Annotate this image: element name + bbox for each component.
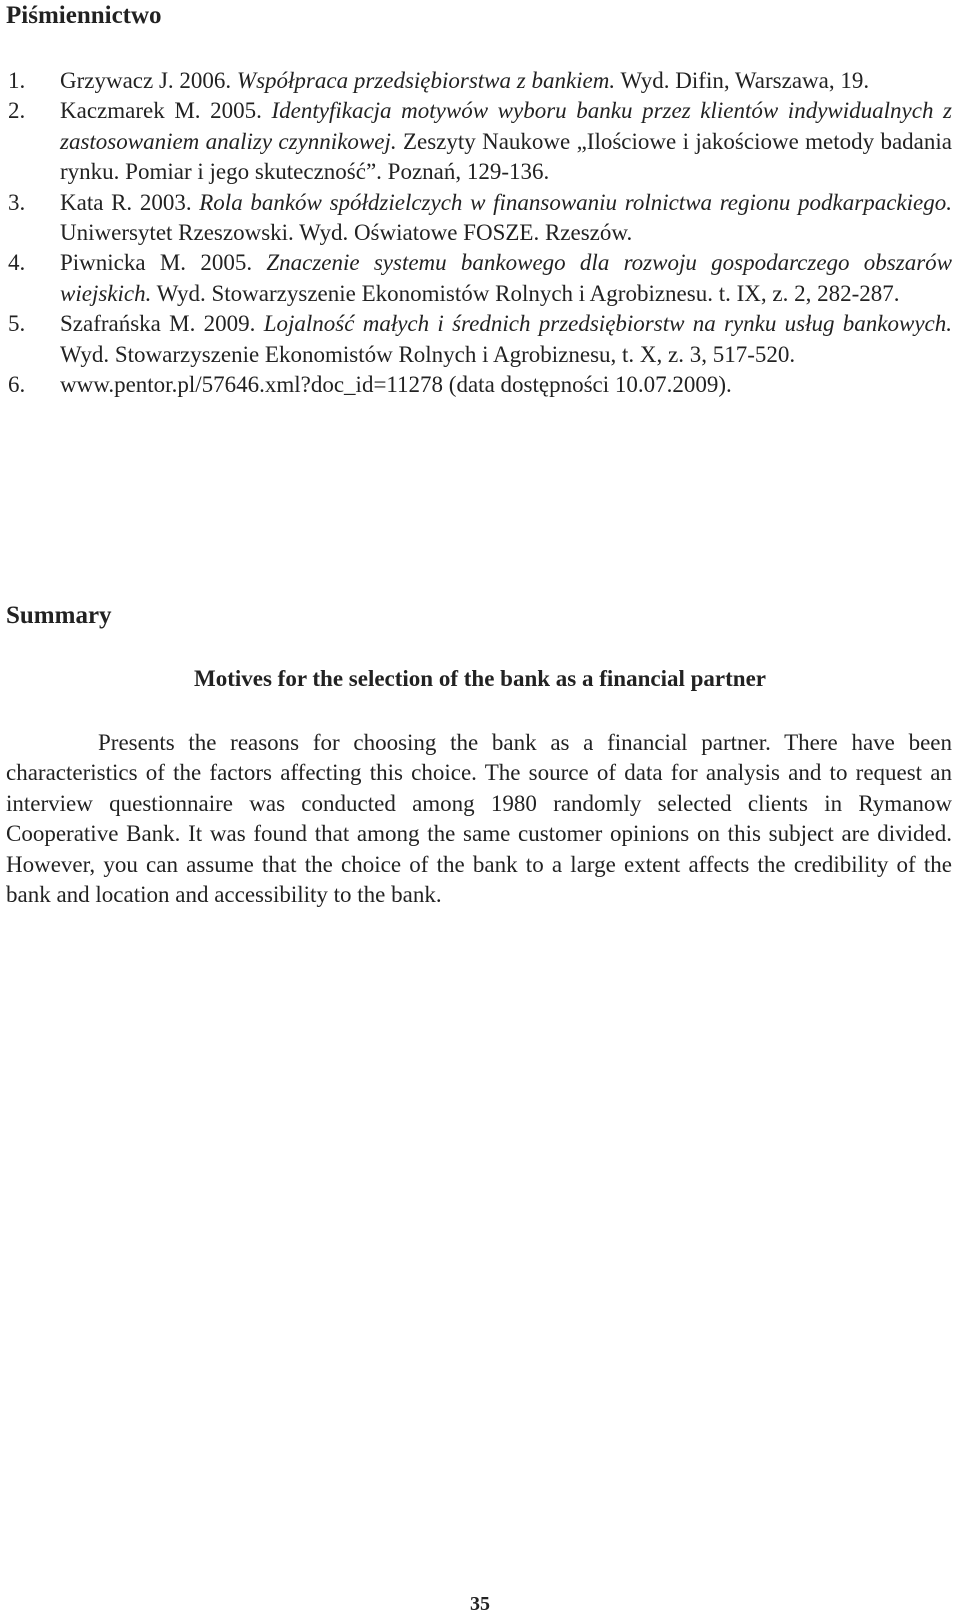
reference-title: Rola banków spółdzielczych w finansowaniu rolnictwa regionu podkarpackiego. (199, 189, 952, 215)
reference-authors: Kaczmarek M. 2005. (60, 98, 272, 124)
reference-number: 1. (8, 68, 26, 93)
reference-title: Znaczenie systemu bankowego dla rozwoju gospodarczego obszarów wiejskich. (60, 250, 952, 306)
reference-link[interactable]: www.pentor.pl/57646.xml?doc_id=11278 (data dostępności 10.07.2009). (60, 372, 732, 398)
reference-authors: Grzywacz J. 2006. (60, 68, 237, 93)
reference-number: 4. (8, 250, 26, 276)
reference-number: 5. (8, 311, 26, 337)
reference-title: Współpraca przedsiębiorstwa z bankiem. (236, 68, 616, 93)
reference-details: Wyd. Stowarzyszenie Ekonomistów Rolnych i Agrobiznesu, t. X, z. 3, 517-520. (60, 341, 796, 367)
reference-number: 2. (8, 98, 26, 124)
reference-item (8, 370, 952, 400)
reference-authors: Kata R. 2003. (60, 189, 200, 215)
reference-details: Wyd. Stowarzyszenie Ekonomistów Rolnych i Agrobiznesu. t. IX, z. 2, 282-287. (151, 280, 900, 306)
summary-title: Motives for the selection of the bank as a financial partner (194, 666, 766, 691)
reference-number: 3. (8, 189, 26, 215)
references-list (8, 66, 952, 400)
reference-item (8, 188, 952, 249)
reference-item (8, 96, 952, 187)
references-heading: Piśmiennictwo (6, 2, 162, 29)
reference-item (8, 248, 952, 309)
reference-title: Identyfikacja motywów wyboru banku przez klientów indywidualnych z zastosowaniem analizy czynnikowej. (60, 98, 953, 154)
reference-item (8, 309, 952, 370)
reference-details: Wyd. Difin, Warszawa, 19. (615, 68, 870, 93)
reference-authors: Szafrańska M. 2009. (60, 311, 264, 337)
reference-details: Zeszyty Naukowe „Ilościowe i jakościowe metody badania rynku. Pomiar i jego skuteczność”. Poznań, 129-136. (60, 128, 952, 185)
summary-heading: Summary (6, 602, 112, 629)
reference-details: Uniwersytet Rzeszowski. Wyd. Oświatowe FOSZE. Rzeszów. (60, 220, 633, 246)
reference-item (8, 66, 952, 96)
page-number: 35 (470, 1593, 490, 1615)
reference-title: Lojalność małych i średnich przedsiębiorstw na rynku usług bankowych. (263, 311, 952, 337)
summary-body: Presents the reasons for choosing the bank as a financial partner. There have been characteristics of the factors affecting this choice. The source of data for analysis and to request an interview questionnaire was conducted among 1980 randomly selected clients in Rymanow Cooperative Bank. It was found that among the same customer opinions on this subject are divided. However, you can assume that the choice of the bank to a large extent affects the credibility of the bank and location and accessibility to the bank. (6, 730, 952, 908)
reference-authors: Piwnicka M. 2005. (60, 250, 267, 276)
reference-number: 6. (8, 372, 26, 398)
